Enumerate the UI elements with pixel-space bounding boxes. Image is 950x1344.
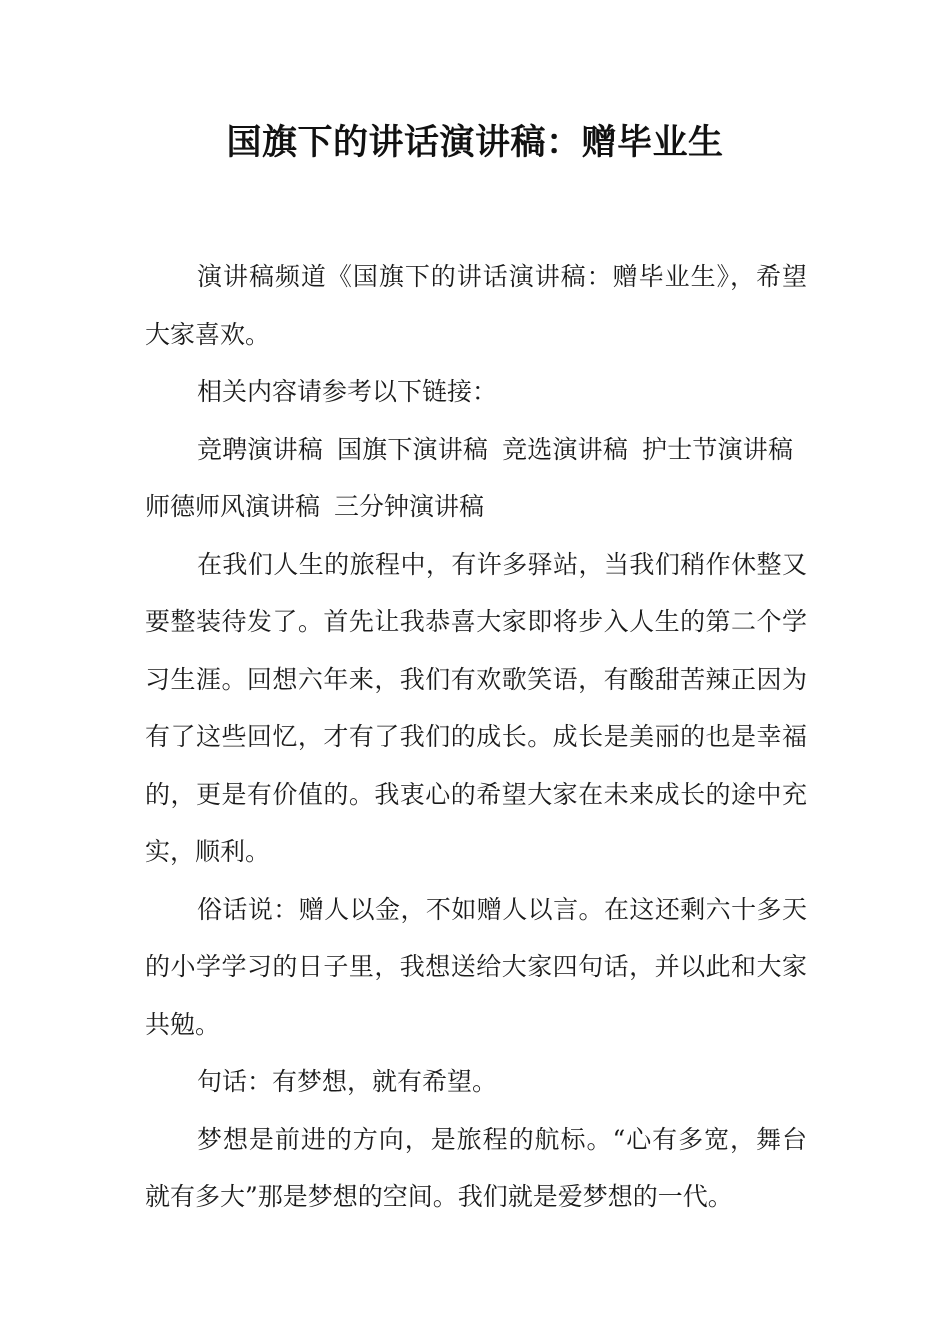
body-paragraph: 梦想是前进的方向，是旅程的航标。“心有多宽，舞台就有多大”那是梦想的空间。我们就是爱梦想的一代。 xyxy=(145,1124,807,1211)
intro-paragraph: 演讲稿频道《国旗下的讲话演讲稿：赠毕业生》，希望大家喜欢。 xyxy=(145,262,807,349)
body-paragraph: 句话：有梦想，就有希望。 xyxy=(197,1067,498,1096)
links-intro-paragraph: 相关内容请参考以下链接： xyxy=(197,377,498,406)
body-paragraph: 在我们人生的旅程中，有许多驿站，当我们稍作休整又要整装待发了。首先让我恭喜大家即将步入人生的第二个学习生涯。回想六年来，我们有欢歌笑语，有酸甜苦辣正因为有了这些回忆，才有了我们的成长。成长是美丽的也是幸福的，更是有价值的。我衷心的希望大家在未来成长的途中充实，顺利。 xyxy=(145,549,807,866)
related-link[interactable]: 师德师风演讲稿 xyxy=(145,492,321,521)
document-title: 国旗下的讲话演讲稿：赠毕业生 xyxy=(226,123,724,163)
related-link[interactable]: 国旗下演讲稿 xyxy=(336,434,489,464)
related-link[interactable]: 竞聘演讲稿 xyxy=(197,434,323,464)
body-paragraph: 俗话说：赠人以金，不如赠人以言。在这还剩六十多天的小学学习的日子里，我想送给大家四句话，并以此和大家共勉。 xyxy=(145,894,807,1039)
related-links-list xyxy=(145,421,807,536)
related-link[interactable]: 三分钟演讲稿 xyxy=(334,492,485,521)
document-body xyxy=(145,248,807,1226)
related-link[interactable]: 护士节演讲稿 xyxy=(642,434,793,464)
related-link[interactable]: 竞选演讲稿 xyxy=(502,434,629,464)
